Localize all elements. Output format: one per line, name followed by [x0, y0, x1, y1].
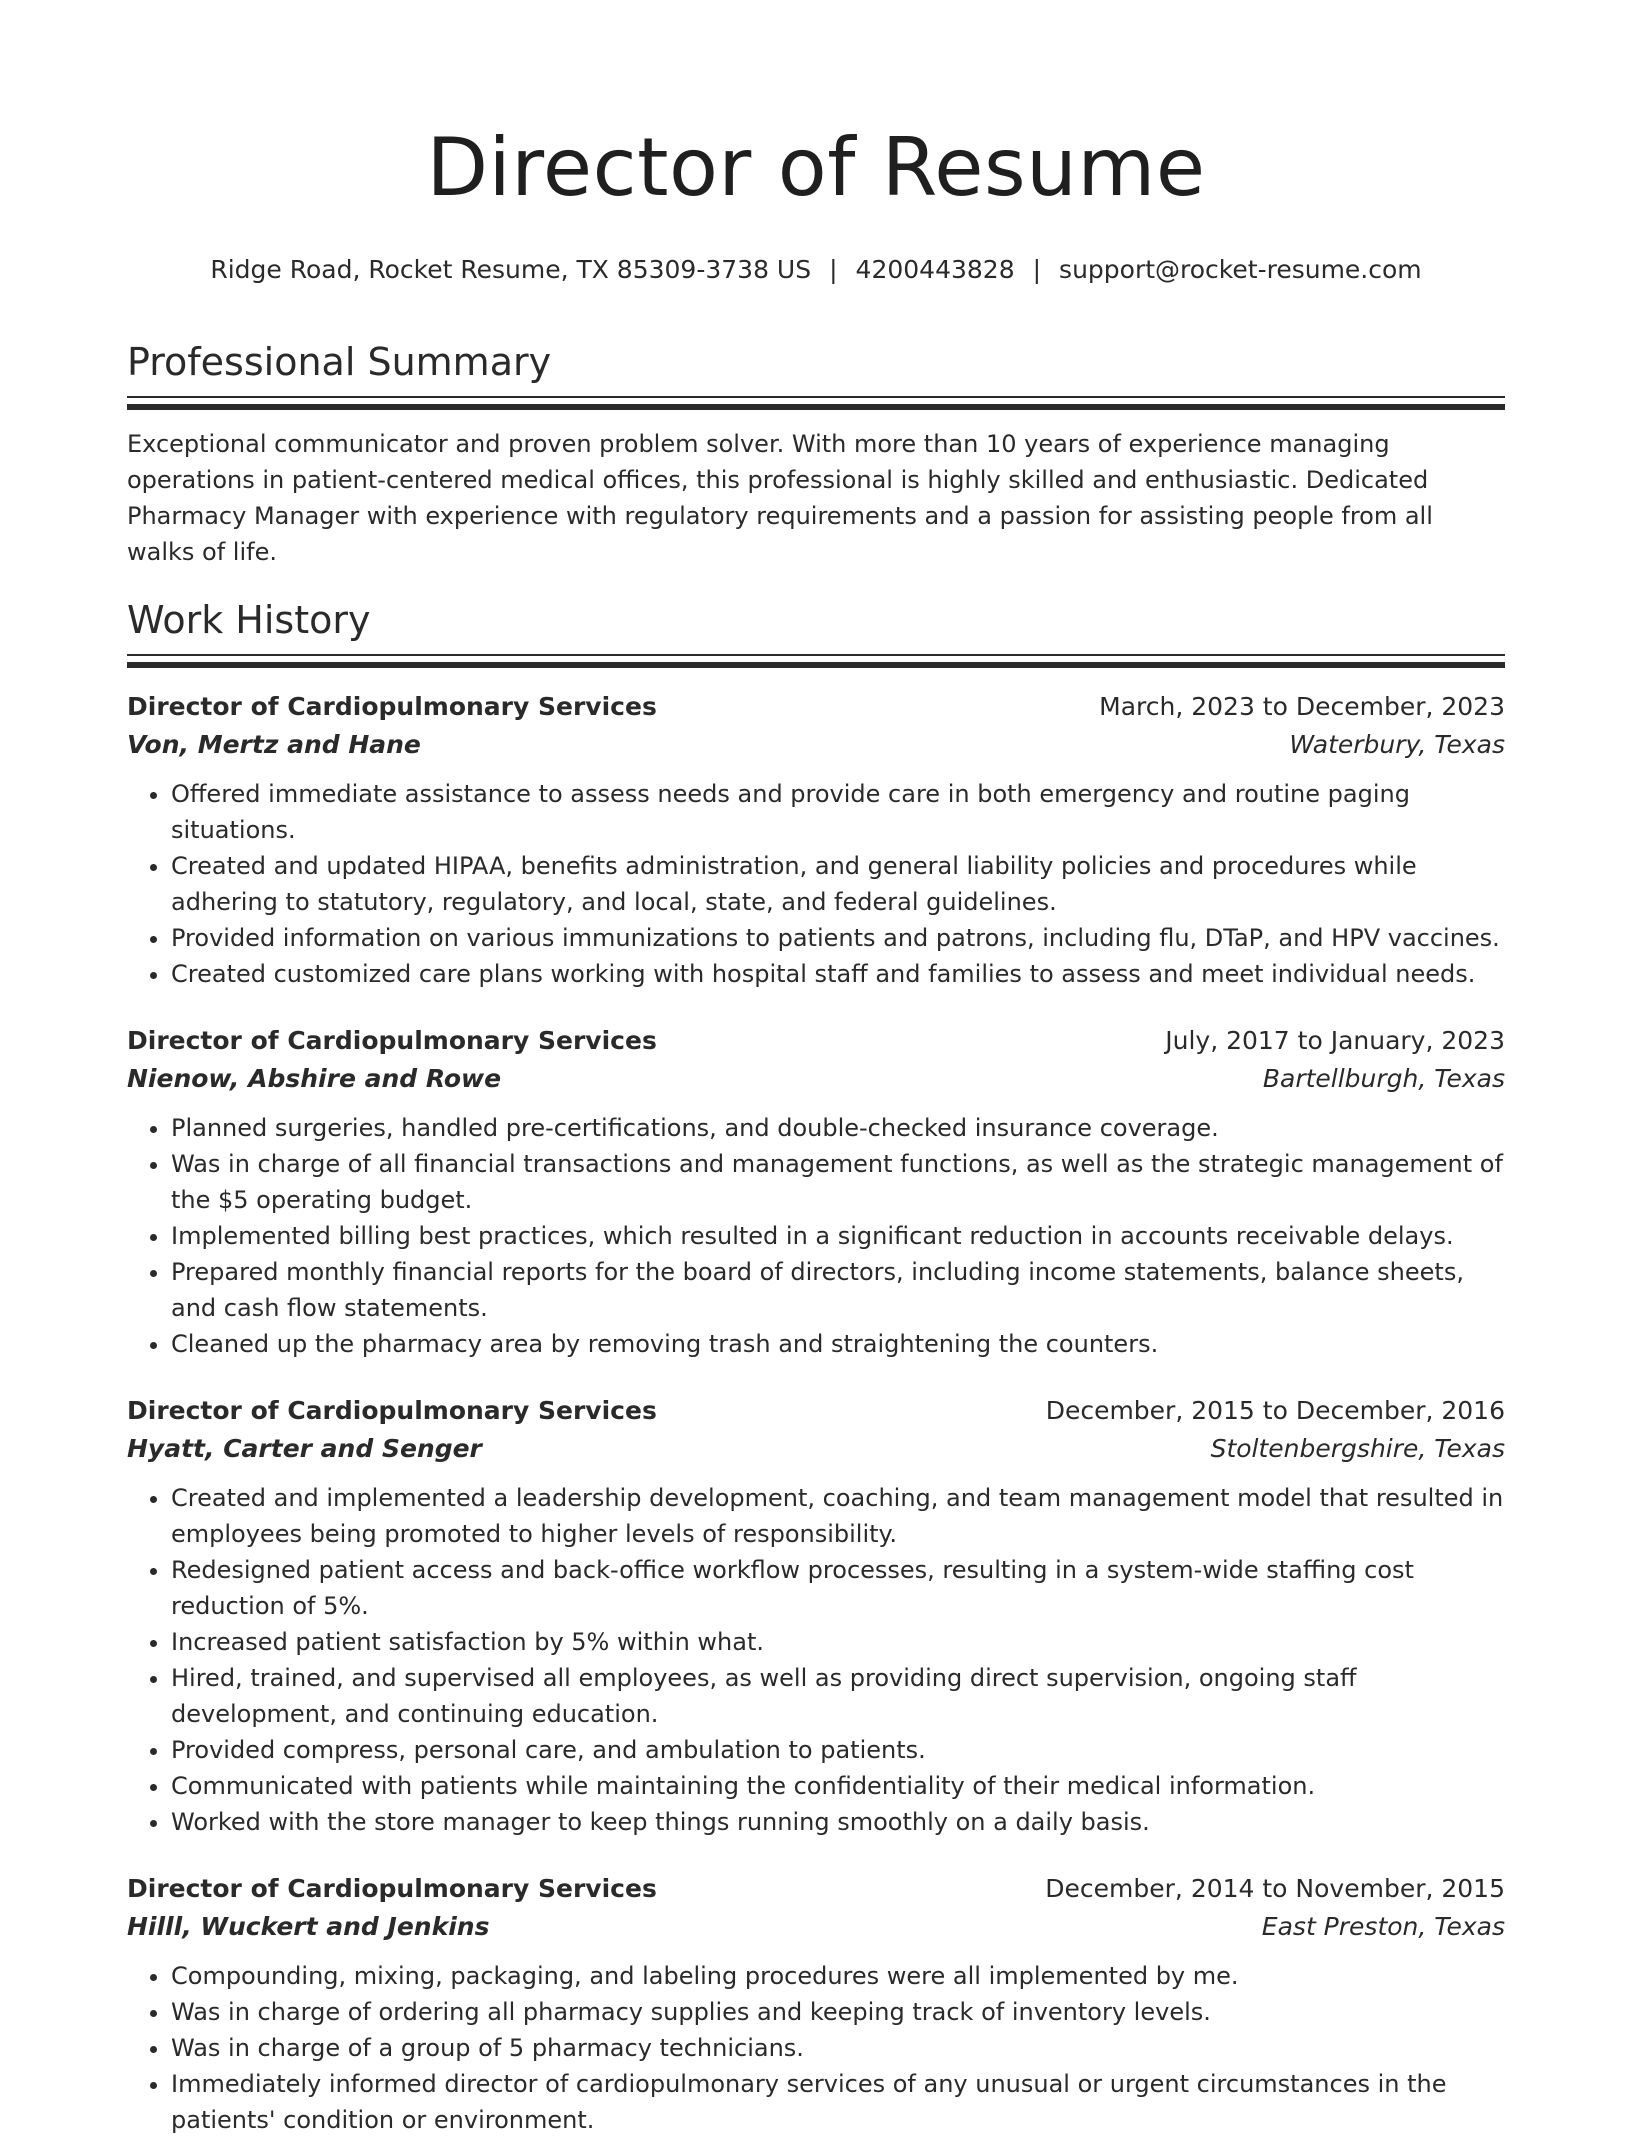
job-company: Von, Mertz and Hane [127, 730, 421, 759]
job-entry [127, 1022, 1505, 1362]
job-bullet: • Increased patient satisfaction by 5% within what. [171, 1624, 1505, 1660]
work-history-heading: Work History [127, 598, 371, 642]
job-location: Stoltenbergshire, Texas [1210, 1434, 1505, 1463]
job-bullet: • Communicated with patients while maintaining the confidentiality of their medical information. [171, 1768, 1505, 1804]
job-bullets [127, 1110, 1505, 1362]
job-subheader [127, 1908, 1505, 1946]
job-header [127, 1870, 1505, 1908]
job-bullet: • Implemented billing best practices, which resulted in a significant reduction in accounts receivable delays. [171, 1218, 1505, 1254]
job-entry [127, 1870, 1505, 2138]
job-bullet: • Provided compress, personal care, and ambulation to patients. [171, 1732, 1505, 1768]
job-company: Nienow, Abshire and Rowe [127, 1064, 502, 1093]
job-bullet: • Planned surgeries, handled pre-certifications, and double-checked insurance coverage. [171, 1110, 1505, 1146]
resume-name: Director of Resume [426, 121, 1206, 214]
job-company: Hilll, Wuckert and Jenkins [127, 1912, 490, 1941]
summary-section [127, 338, 1505, 570]
job-subheader [127, 1430, 1505, 1468]
job-bullet: • Worked with the store manager to keep things running smoothly on a daily basis. [171, 1804, 1505, 1840]
summary-heading: Professional Summary [127, 340, 552, 384]
job-bullet: • Prepared monthly financial reports for the board of directors, including income statements, balance sheets, and cash flow statements. [171, 1254, 1505, 1326]
job-bullets [127, 1958, 1505, 2138]
contact-line [127, 252, 1505, 288]
contact-phone: 4200443828 [855, 255, 1015, 284]
job-bullet: • Hired, trained, and supervised all employees, as well as providing direct supervision, ongoing staff development, and continuing education. [171, 1660, 1505, 1732]
job-bullet: • Was in charge of all financial transactions and management functions, as well as the strategic management of the $5 operating budget. [171, 1146, 1505, 1218]
job-dates: December, 2014 to November, 2015 [1045, 1874, 1505, 1903]
job-header [127, 1022, 1505, 1060]
job-subheader [127, 1060, 1505, 1098]
job-dates: March, 2023 to December, 2023 [1099, 692, 1505, 721]
job-bullet: • Created and updated HIPAA, benefits administration, and general liability policies and procedures while adhering to statutory, regulatory, and local, state, and federal guidelines. [171, 848, 1505, 920]
contact-separator: | [829, 255, 838, 284]
job-bullet: • Cleaned up the pharmacy area by removing trash and straightening the counters. [171, 1326, 1505, 1362]
job-bullet: • Offered immediate assistance to assess needs and provide care in both emergency and routine paging situations. [171, 776, 1505, 848]
section-divider [127, 654, 1505, 668]
job-title: Director of Cardiopulmonary Services [127, 1026, 657, 1055]
summary-text: Exceptional communicator and proven problem solver. With more than 10 years of experience managing operations in patient-centered medical offices, this professional is highly skilled and enthusiastic. Dedicated Pharmacy Manager with experience with regulatory requirements and a passion for assisting people from all walks of life. [127, 430, 1433, 566]
job-header [127, 1392, 1505, 1430]
job-bullet: • Redesigned patient access and back-office workflow processes, resulting in a system-wide staffing cost reduction of 5%. [171, 1552, 1505, 1624]
job-bullet: • Created and implemented a leadership development, coaching, and team management model that resulted in employees being promoted to higher levels of responsibility. [171, 1480, 1505, 1552]
job-bullet: • Was in charge of a group of 5 pharmacy technicians. [171, 2030, 1505, 2066]
job-bullet: • Compounding, mixing, packaging, and labeling procedures were all implemented by me. [171, 1958, 1505, 1994]
job-bullets [127, 776, 1505, 992]
job-company: Hyatt, Carter and Senger [127, 1434, 482, 1463]
contact-email: support@rocket-resume.com [1059, 255, 1422, 284]
job-title: Director of Cardiopulmonary Services [127, 1874, 657, 1903]
job-bullet: • Was in charge of ordering all pharmacy supplies and keeping track of inventory levels. [171, 1994, 1505, 2030]
job-bullets [127, 1480, 1505, 1840]
contact-address: Ridge Road, Rocket Resume, TX 85309-3738 US [210, 255, 812, 284]
job-entry [127, 688, 1505, 992]
job-bullet: • Immediately informed director of cardiopulmonary services of any unusual or urgent circumstances in the patients' condition or environment. [171, 2066, 1505, 2138]
contact-separator: | [1032, 255, 1042, 284]
job-title: Director of Cardiopulmonary Services [127, 692, 657, 721]
job-bullet: • Created customized care plans working with hospital staff and families to assess and meet individual needs. [171, 956, 1505, 992]
job-location: Waterbury, Texas [1289, 730, 1505, 759]
job-location: Bartellburgh, Texas [1262, 1064, 1505, 1093]
job-dates: July, 2017 to January, 2023 [1165, 1026, 1505, 1055]
job-title: Director of Cardiopulmonary Services [127, 1396, 657, 1425]
job-location: East Preston, Texas [1261, 1912, 1505, 1941]
job-dates: December, 2015 to December, 2016 [1045, 1396, 1505, 1425]
job-subheader [127, 726, 1505, 764]
job-entry [127, 1392, 1505, 1840]
work-history-section [127, 596, 1505, 2138]
section-divider [127, 396, 1505, 410]
job-header [127, 688, 1505, 726]
job-bullet: • Provided information on various immunizations to patients and patrons, including flu, DTaP, and HPV vaccines. [171, 920, 1505, 956]
